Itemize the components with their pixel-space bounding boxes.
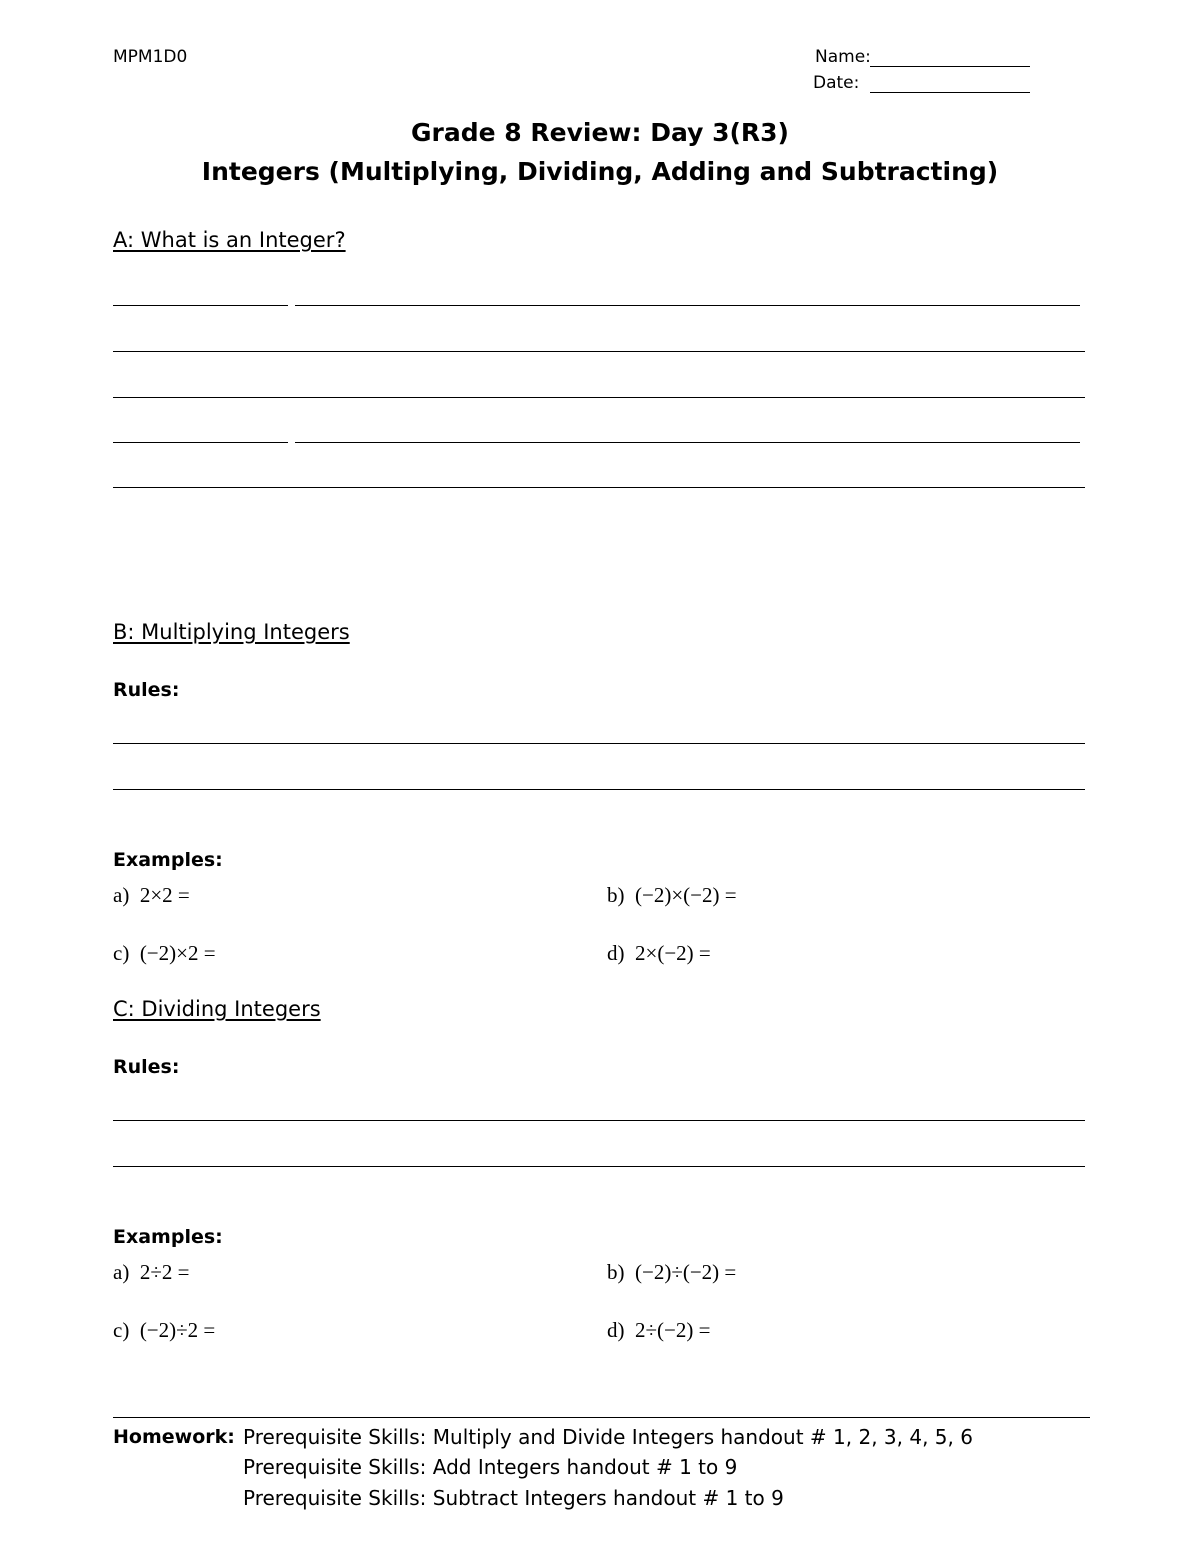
answer-line[interactable] [113,1120,1085,1121]
example-d: d) 2÷(−2) = [607,1318,711,1342]
answer-line[interactable] [113,397,1085,398]
page-title: Grade 8 Review: Day 3(R3) [411,118,789,147]
example-a: a) 2×2 = [113,883,190,907]
answer-line[interactable] [295,305,1080,306]
answer-line[interactable] [113,487,1085,488]
example-b: b) (−2)÷(−2) = [607,1260,737,1284]
rules-label: Rules: [113,1056,180,1078]
answer-line[interactable] [113,1166,1085,1167]
answer-line[interactable] [113,351,1085,352]
footer-divider [113,1417,1090,1418]
date-field-line[interactable] [870,92,1030,93]
homework-label: Homework: [113,1426,235,1448]
homework-item: Prerequisite Skills: Add Integers handout # 1 to 9 [243,1455,738,1479]
examples-label: Examples: [113,1226,223,1248]
example-a: a) 2÷2 = [113,1260,190,1284]
example-b: b) (−2)×(−2) = [607,883,737,907]
date-label: Date: [813,73,860,93]
homework-item: Prerequisite Skills: Multiply and Divide Integers handout # 1, 2, 3, 4, 5, 6 [243,1425,973,1449]
page-subtitle: Integers (Multiplying, Dividing, Adding and Subtracting) [201,157,999,186]
course-code: MPM1D0 [113,47,188,67]
example-c: c) (−2)÷2 = [113,1318,216,1342]
examples-label: Examples: [113,849,223,871]
answer-line[interactable] [113,442,288,443]
answer-line[interactable] [295,442,1080,443]
section-b-heading: B: Multiplying Integers [113,620,350,644]
answer-line[interactable] [113,305,288,306]
rules-label: Rules: [113,679,180,701]
answer-line[interactable] [113,789,1085,790]
example-c: c) (−2)×2 = [113,941,216,965]
answer-line[interactable] [113,743,1085,744]
section-a-heading: A: What is an Integer? [113,228,346,252]
name-field-line[interactable] [870,66,1030,67]
name-label: Name: [815,47,871,67]
homework-item: Prerequisite Skills: Subtract Integers handout # 1 to 9 [243,1486,784,1510]
section-c-heading: C: Dividing Integers [113,997,321,1021]
example-d: d) 2×(−2) = [607,941,711,965]
